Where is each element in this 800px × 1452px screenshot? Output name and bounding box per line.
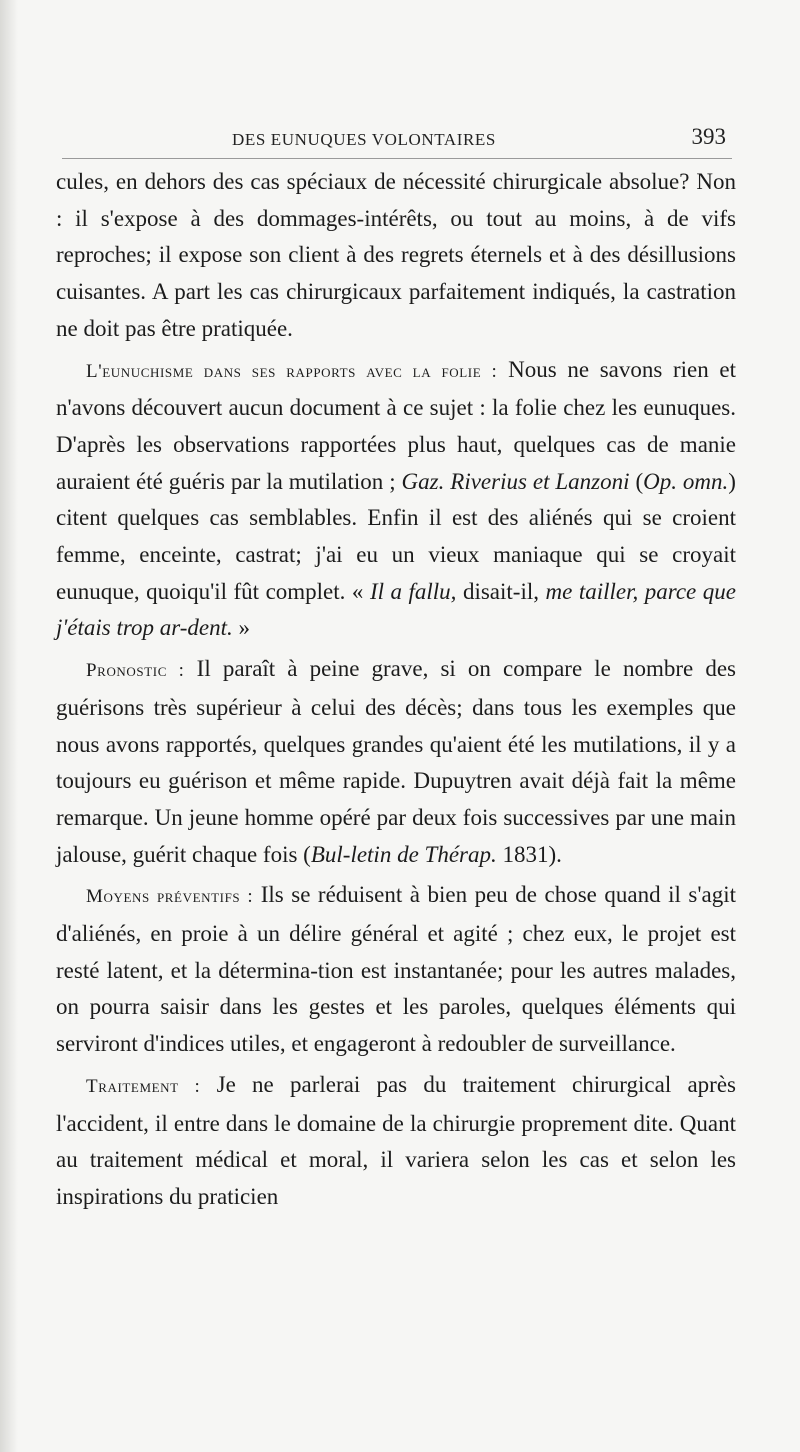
- citation-reference: Gaz. Riverius et Lanzoni: [401, 468, 630, 494]
- body-text: [56, 164, 736, 1216]
- paragraph-text: cules, en dehors des cas spéciaux de nécessité chirurgicale absolue? Non : il s'expose à des dommages-intérêts, ou tout au moins, à de vifs reproches; il expose son client à des regrets éternels et à des désillusions cuisantes. A part les cas chirurgicaux parfaitement indiqués, la castration ne doit pas être pratiquée.: [56, 169, 736, 341]
- patient-quote: me tailler, parce que j'étais trop ar-dent.: [56, 578, 736, 641]
- paragraph-text: (: [629, 468, 644, 494]
- section-heading-moyens-preventifs: Moyens préventifs :: [86, 886, 254, 908]
- paragraph-text: disait-il,: [456, 578, 546, 604]
- paragraph-traitement: [56, 1067, 736, 1216]
- page-number: 393: [691, 124, 726, 149]
- citation-reference: Op. omn.: [643, 468, 729, 494]
- paragraph-text: Nous ne savons rien et n'avons découvert aucun document à ce sujet : la folie chez les eunuques. D'après les observations rapportées plus haut, quelques cas de manie auraient été guéris par la mutilation ;: [56, 356, 736, 494]
- paragraph-text: ) citent quelques cas semblables. Enfin il est des aliénés qui se croient femme, enceinte, castrat; j'ai eu un vieux maniaque qui se croyait eunuque, quoiqu'il fût complet. «: [56, 468, 736, 604]
- patient-quote: Il a fallu,: [369, 578, 457, 604]
- running-head: DES EUNUQUES VOLONTAIRES: [232, 130, 496, 149]
- paragraph-pronostic: [56, 651, 736, 873]
- page-header: [62, 122, 730, 158]
- section-heading-pronostic: Pronostic :: [86, 660, 185, 682]
- section-heading-folie: L'eunuchisme dans ses rapports avec la folie :: [86, 360, 498, 382]
- header-rule: [62, 158, 732, 159]
- section-heading-traitement: Traitement :: [86, 1075, 201, 1097]
- paragraph-continuation: [56, 164, 736, 348]
- citation-reference: Bul-letin de Thérap.: [310, 841, 497, 867]
- paragraph-text: Il paraît à peine grave, si on compare le nombre des guérisons très supérieur à celui des décès; dans tous les exemples que nous avons rapportés, quelques grandes qu'aient été les mutilations, il y a toujours eu guérison et même rapide. Dupuytren avait déjà fait la même remarque. Un jeune homme opéré par deux fois successives par une main jalouse, guérit chaque fois (: [56, 656, 737, 867]
- paragraph-text: 1831).: [496, 841, 562, 867]
- paragraph-moyens-preventifs: [56, 877, 736, 1063]
- paragraph-folie: [56, 352, 736, 648]
- paragraph-text: Ils se réduisent à bien peu de chose quand il s'agit d'aliénés, en proie à un délire général et agité ; chez eux, le projet est resté latent, et la détermina-tion est instantanée; pour les autres malades, on pourra saisir dans les gestes et les paroles, quelques éléments qui serviront d'indices utiles, et engageront à redoubler de surveillance.: [56, 882, 736, 1057]
- page-binding-shadow: [0, 0, 18, 1452]
- paragraph-text: »: [232, 615, 250, 641]
- paragraph-text: Je ne parlerai pas du traitement chirurgical après l'accident, il entre dans le domaine de la chirurgie proprement dite. Quant au traitement médical et moral, il variera selon les cas et selon les inspirations du praticien: [56, 1071, 736, 1209]
